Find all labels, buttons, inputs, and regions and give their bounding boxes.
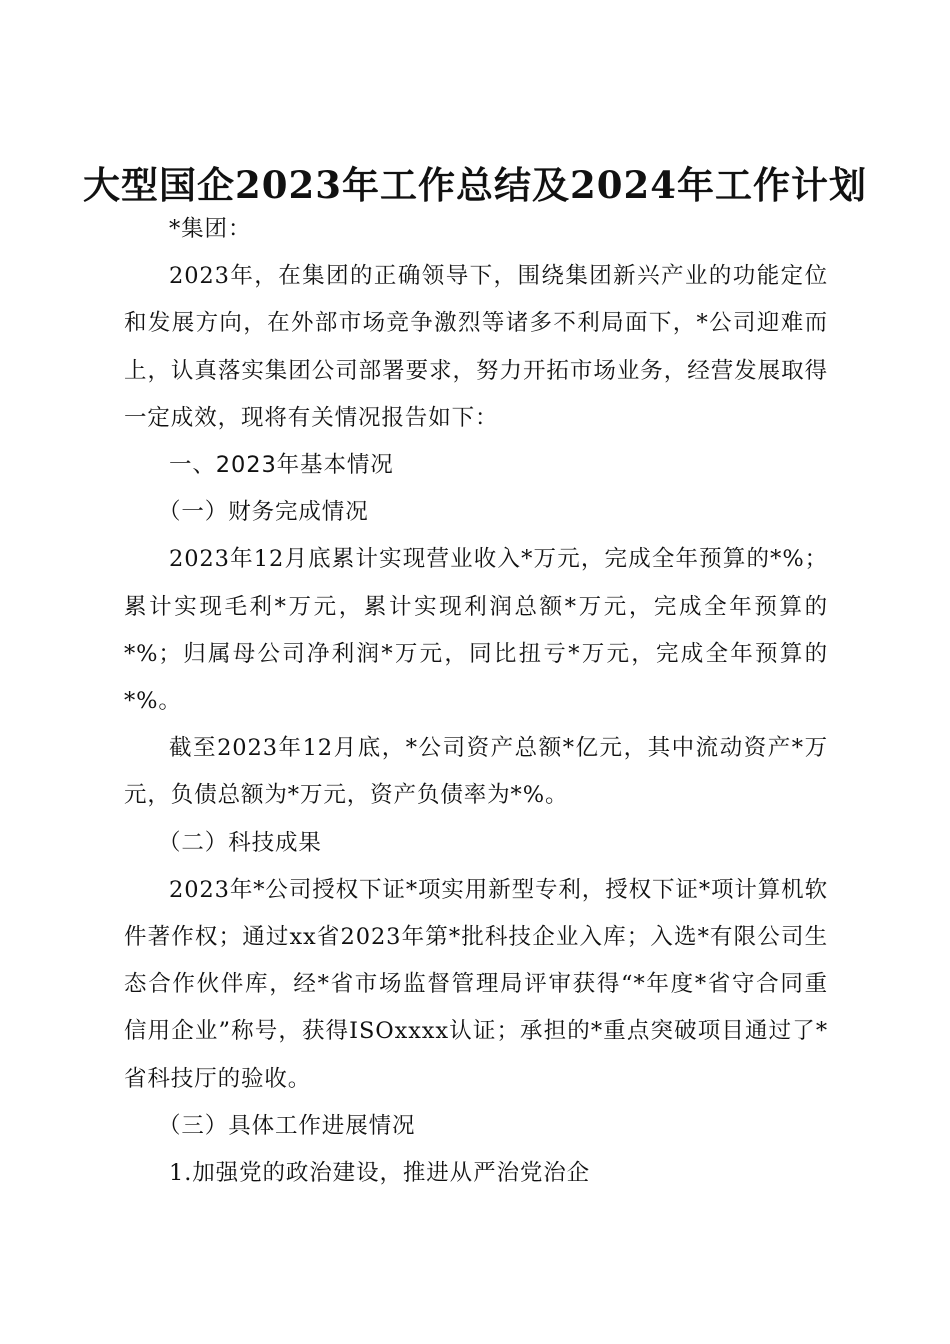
finance-paragraph-2: 截至2023年12月底，*公司资产总额*亿元，其中流动资产*万元，负债总额为*万元，资产负债率为*%。: [124, 735, 828, 809]
document-body: [124, 206, 828, 1197]
section-heading-1: 一、2023年基本情况: [169, 452, 394, 479]
subsection-heading-finance: （一）财务完成情况: [158, 499, 369, 526]
intro-paragraph: 2023年，在集团的正确领导下，围绕集团新兴产业的功能定位和发展方向，在外部市场竞争激烈等诸多不利局面下，*公司迎难而上，认真落实集团公司部署要求，努力开拓市场业务，经营发展取得一定成效，现将有关情况报告如下：: [124, 263, 828, 431]
document-title: 大型国企2023年工作总结及2024年工作计划: [83, 162, 867, 207]
subsection-heading-tech: （二）科技成果: [158, 829, 322, 856]
tech-paragraph: 2023年*公司授权下证*项实用新型专利，授权下证*项计算机软件著作权；通过xx省2023年第*批科技企业入库；入选*有限公司生态合作伙伴库，经*省市场监督管理局评审获得“*年度*省守合同重信用企业”称号，获得ISOxxxx认证；承担的*重点突破项目通过了*省科技厅的验收。: [124, 876, 828, 1092]
finance-paragraph-1: 2023年12月底累计实现营业收入*万元，完成全年预算的*%；累计实现毛利*万元，累计实现利润总额*万元，完成全年预算的*%；归属母公司净利润*万元，同比扭亏*万元，完成全年预算的*%。: [124, 546, 828, 715]
progress-item-1: 1.加强党的政治建设，推进从严治党治企: [169, 1160, 591, 1187]
addressee: *集团：: [169, 216, 252, 242]
subsection-heading-progress: （三）具体工作进展情况: [158, 1112, 416, 1139]
